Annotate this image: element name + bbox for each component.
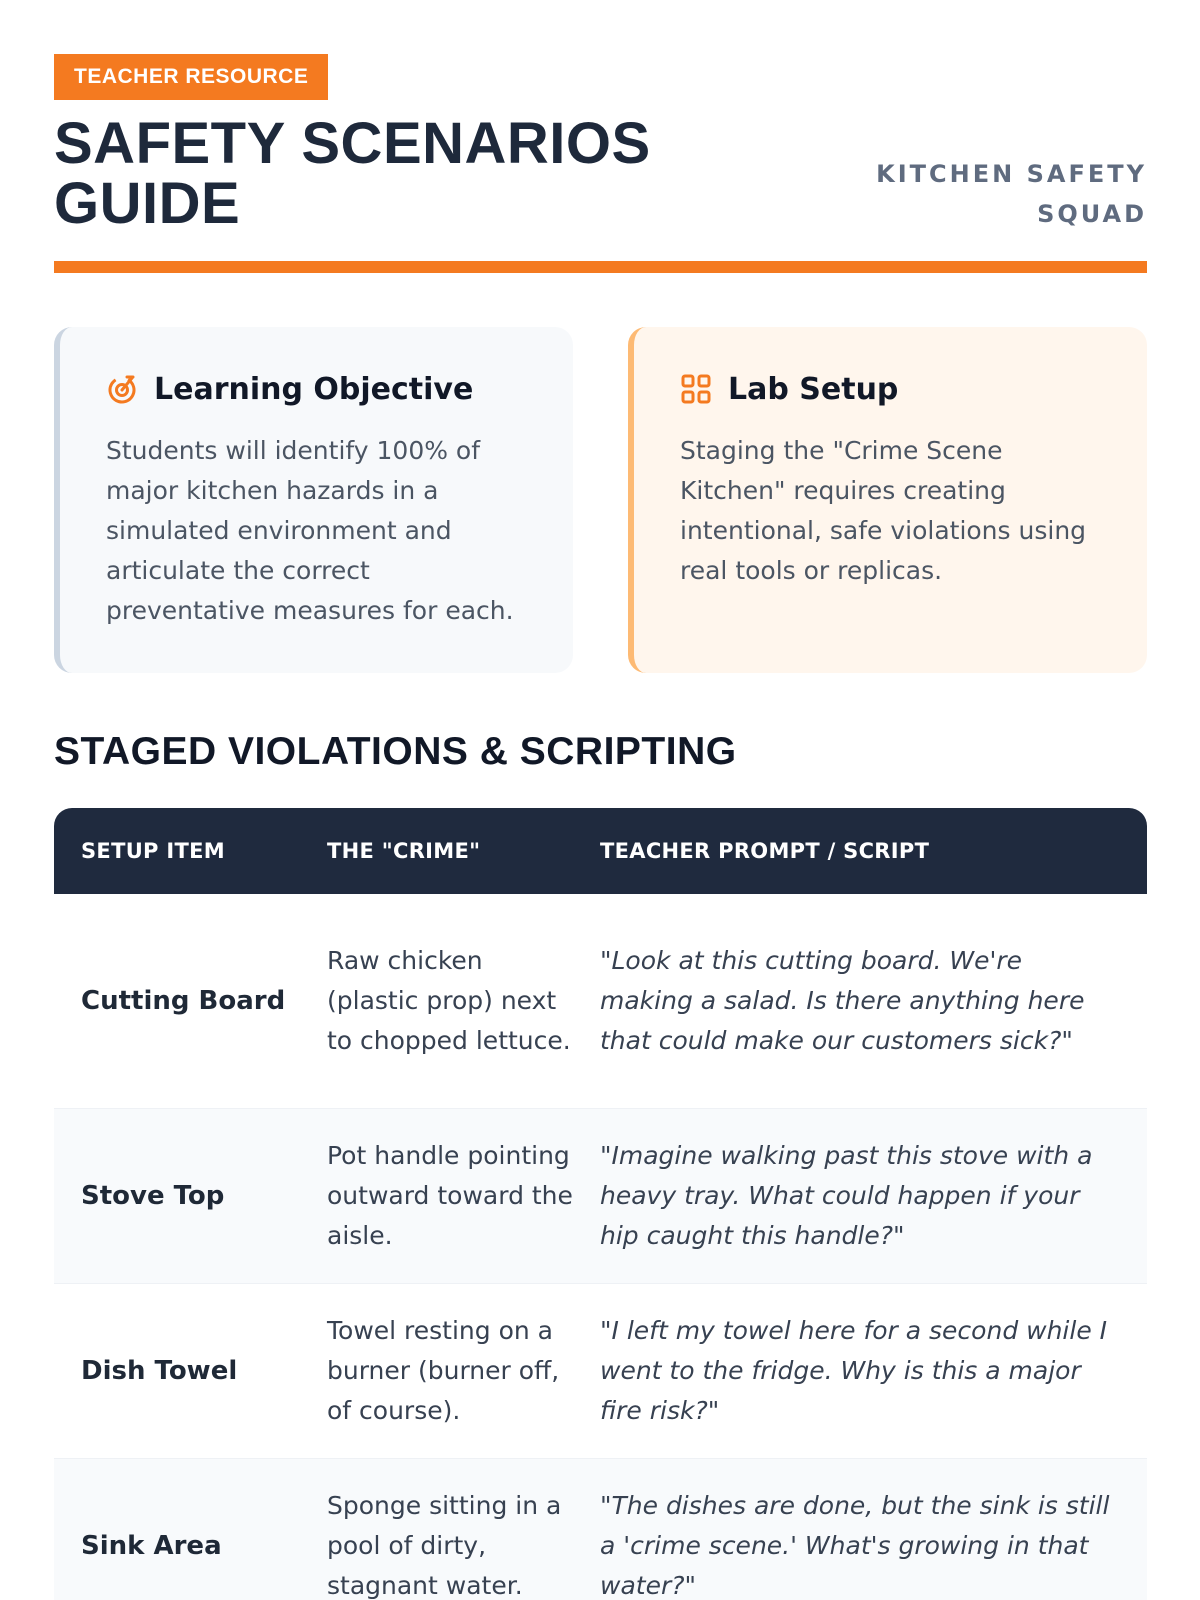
learning-objective-card xyxy=(54,327,573,673)
info-cards xyxy=(54,327,1147,673)
script-cell: "I left my towel here for a second while I went to the fridge. Why is this a major fire risk?" xyxy=(600,1316,1108,1425)
lab-setup-card xyxy=(628,327,1147,673)
brand-name: KITCHEN SAFETY SQUAD xyxy=(876,160,1147,228)
violations-table xyxy=(54,808,1147,1600)
crime-cell: Pot handle pointing outward toward the aisle. xyxy=(327,1141,573,1250)
column-header-crime: THE "CRIME" xyxy=(327,839,481,863)
grid-icon xyxy=(680,373,712,405)
crime-cell: Sponge sitting in a pool of dirty, stagnant water. xyxy=(327,1491,562,1600)
script-cell: "The dishes are done, but the sink is still a 'crime scene.' What's growing in that water?" xyxy=(600,1491,1110,1600)
column-header-setup-item: SETUP ITEM xyxy=(81,839,225,863)
header xyxy=(54,54,1147,275)
page xyxy=(54,54,1147,1600)
header-divider xyxy=(54,261,1147,273)
card-body: Staging the "Crime Scene Kitchen" requires creating intentional, safe violations using real tools or replicas. xyxy=(680,436,1087,585)
table-header xyxy=(54,808,1147,894)
table-row xyxy=(54,894,1147,1109)
setup-item-cell: Sink Area xyxy=(81,1531,222,1561)
crime-cell: Raw chicken (plastic prop) next to chopped lettuce. xyxy=(327,946,571,1055)
setup-item-cell: Cutting Board xyxy=(81,986,286,1016)
card-title: Lab Setup xyxy=(728,371,899,407)
column-header-script: TEACHER PROMPT / SCRIPT xyxy=(600,839,930,863)
crime-cell: Towel resting on a burner (burner off, of course). xyxy=(327,1316,560,1425)
target-icon xyxy=(106,373,138,405)
card-header xyxy=(106,367,529,411)
script-cell: "Imagine walking past this stove with a heavy tray. What could happen if your hip caught this handle?" xyxy=(600,1141,1093,1250)
section-title: STAGED VIOLATIONS & SCRIPTING xyxy=(54,730,737,773)
setup-item-cell: Stove Top xyxy=(81,1181,225,1211)
table-row xyxy=(54,1284,1147,1459)
resource-tag: TEACHER RESOURCE xyxy=(54,54,328,100)
setup-item-cell: Dish Towel xyxy=(81,1356,238,1386)
card-header xyxy=(680,367,1103,411)
page-title: SAFETY SCENARIOS GUIDE xyxy=(54,111,651,236)
card-title: Learning Objective xyxy=(154,371,474,407)
script-cell: "Look at this cutting board. We're making a salad. Is there anything here that could make our customers sick?" xyxy=(600,946,1085,1055)
card-body: Students will identify 100% of major kitchen hazards in a simulated environment and articulate the correct preventative measures for each. xyxy=(106,436,514,625)
table-row xyxy=(54,1459,1147,1600)
table-row xyxy=(54,1109,1147,1284)
